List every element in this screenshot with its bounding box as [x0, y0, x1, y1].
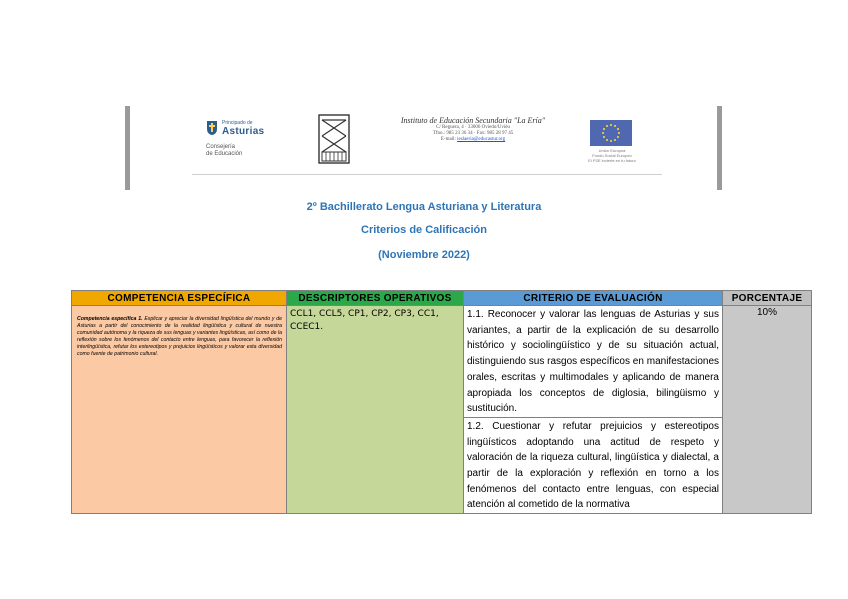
principado-small-text: Principado de — [222, 120, 253, 126]
eu-label: Unión Europea — [598, 148, 626, 153]
document-date: (Noviembre 2022) — [378, 249, 470, 261]
principado-name: Asturias — [222, 126, 265, 137]
consejeria-line2: de Educación — [206, 151, 243, 157]
institute-info — [388, 116, 558, 143]
header-porcentaje: PORCENTAJE — [723, 291, 812, 306]
competencia-cell — [72, 306, 287, 514]
institute-phone: Tfno.: 985 23 36 34 · Fax: 985 28 97 45 — [432, 131, 514, 136]
eu-sub: Fondo Social Europeo — [592, 153, 632, 158]
email-link[interactable]: ieslaeria@educastur.org — [457, 137, 506, 142]
eu-caption — [582, 148, 642, 163]
descriptores-cell: CCL1, CCL5, CP1, CP2, CP3, CC1, CCEC1. — [287, 306, 464, 514]
banner-left-bar — [125, 106, 130, 190]
document-subtitle: Criterios de Calificación — [361, 224, 487, 236]
criteria-table — [71, 290, 812, 514]
consejeria-line1: Consejería — [206, 144, 236, 150]
consejeria-text — [206, 144, 242, 158]
header-criterio: CRITERIO DE EVALUACIÓN — [464, 291, 723, 306]
criterio-1-2: 1.2. Cuestionar y refutar prejuicios y estereotipos lingüísticos adoptando una actitud de respeto y valoración de la riqueza cultural, lingüística y dialectal, a partir de la exploración y reflexión en torno a los fenómenos del contacto entre lenguas, con especial atención al cometido de la normativa — [464, 417, 723, 513]
header-banner — [192, 106, 662, 174]
header-descriptores: DESCRIPTORES OPERATIVOS — [287, 291, 464, 306]
competencia-text — [77, 316, 282, 358]
institute-address: C/ Reguera, 4 · 33006 Oviedo/Uviéu — [436, 125, 510, 130]
banner-right-bar — [717, 106, 722, 190]
eu-motto: El FSE invierte en tu futuro — [588, 158, 636, 163]
table-header-row — [72, 291, 812, 306]
criterio-1-1: 1.1. Reconocer y valorar las lenguas de Asturias y sus variantes, a partir de la explicación de su desarrollo histórico y sociolingüístico y de su situación actual, distinguiendo sus rasgos específicos en manifestaciones orales, escritas y multimodales y aplicando de manera apropiada los conceptos de diglosia, bilingüismo y sustitución. — [464, 306, 723, 418]
table-row — [72, 306, 812, 418]
competencia-description: Explicar y apreciar la diversidad lingüística del mundo y de Asturias a partir del conocimiento de la realidad lingüística y cultural de nuestra comunidad autónoma y la riqueza de sus lenguas y variantes lingüísticas, así como de la reflexión sobre los fenómenos del contacto entre lenguas, para favorecer la reflexión interlingüística, refutar los estereotipos y prejuicios lingüísticos y valorar esta diversidad como fuente de patrimonio cultural. — [77, 316, 282, 357]
institute-name: Instituto de Educación Secundaria "La Ería" — [400, 116, 546, 125]
banner-divider — [192, 174, 662, 175]
document-title: 2º Bachillerato Lengua Asturiana y Literatura — [306, 201, 542, 213]
email-label: E-mail: — [440, 137, 456, 142]
porcentaje-cell: 10% — [723, 306, 812, 514]
header-competencia: COMPETENCIA ESPECÍFICA — [72, 291, 287, 306]
competencia-label: Competencia específica 1. — [77, 316, 143, 322]
eu-flag-icon — [590, 120, 632, 146]
institute-email-line — [388, 137, 558, 143]
shield-icon — [206, 120, 218, 136]
school-logo-icon — [318, 114, 350, 164]
